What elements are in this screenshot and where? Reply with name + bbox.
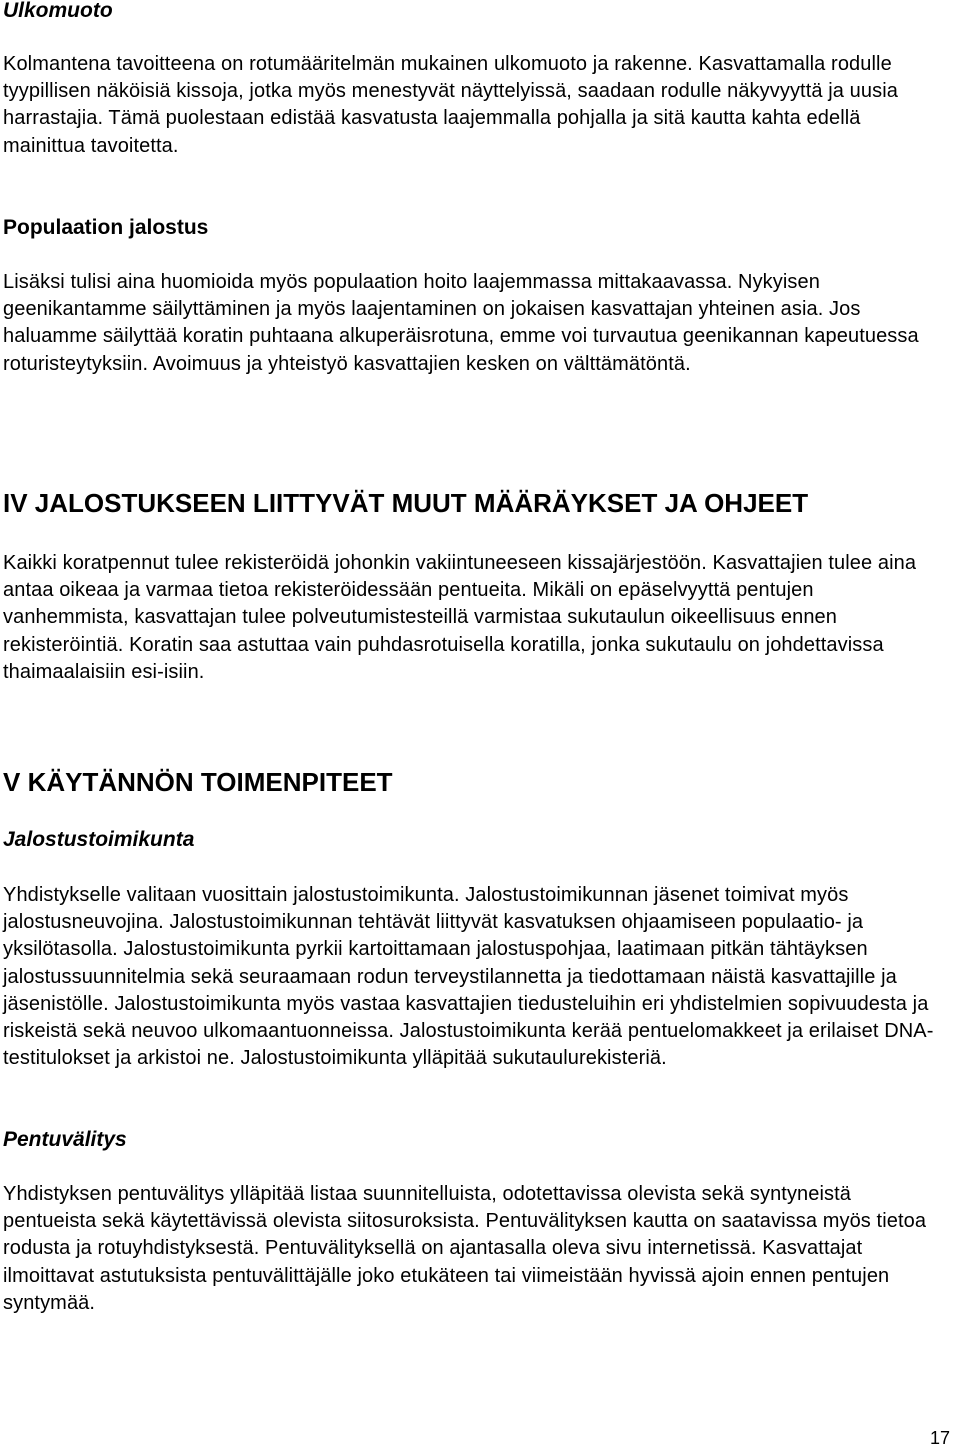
- paragraph-jalostustoimikunta: Yhdistykselle valitaan vuosittain jalostustoimikunta. Jalostustoimikunnan jäsenet toimivat myös jalostusneuvojina. Jalostustoimikunnan tehtävät liittyvät kasvatuksen ohjaamiseen populaatio- ja yksilötasolla. Jalostustoimikunta pyrkii kartoittamaan jalostuspohjaa, laatimaan pitkän tähtäyksen jalostussuunnitelmia sekä seuraamaan rodun terveystilannetta ja tiedottamaan näistä kasvattajille ja jäsenistölle. Jalostustoimikunta myös vastaa kasvattajien tiedusteluihin eri yhdistelmien sopivuudesta ja riskeistä sekä neuvoo ulkomaantuonneissa. Jalostustoimikunta kerää pentuelomakkeet ja erilaiset DNA-testitulokset ja arkistoi ne. Jalostustoimikunta ylläpitää sukutaulurekisteriä.: [3, 884, 934, 1070]
- paragraph-iv: Kaikki koratpennut tulee rekisteröidä johonkin vakiintuneeseen kissajärjestöön. Kasvattajien tulee aina antaa oikeaa ja varmaa tietoa rekisteröidessään pentueita. Mikäli on epäselvyyttä pentujen vanhemmista, kasvattajan tulee polveutumistesteillä varmistaa sukutaulun oikeellisuus ennen rekisteröintiä. Koratin saa astuttaa vain puhdasrotuisella koratilla, jonka sukutaulu on johdettavissa thaimaalaisiin esi-isiin.: [3, 552, 917, 683]
- chapter-heading-v: V KÄYTÄNNÖN TOIMENPITEET: [3, 767, 393, 797]
- section-heading-ulkomuoto: Ulkomuoto: [3, 0, 113, 22]
- chapter-heading-iv: IV JALOSTUKSEEN LIITTYVÄT MUUT MÄÄRÄYKSET JA OHJEET: [3, 488, 809, 518]
- section-heading-pentuvalitys: Pentuvälitys: [3, 1128, 127, 1151]
- paragraph-pentuvalitys: Yhdistyksen pentuvälitys ylläpitää listaa suunnitelluista, odotettavissa olevista sekä syntyneistä pentueista sekä käytettävissä olevista siitosuroksista. Pentuvälityksen kautta on saatavissa myös tietoa rodusta ja rotuyhdistyksestä. Pentuvälityksellä on ajantasalla oleva sivu internetissä. Kasvattajat ilmoittavat astutuksista pentuvälittäjälle joko etukäteen tai viimeistään hyvissä ajoin ennen pentujen syntymää.: [3, 1183, 927, 1314]
- section-heading-jalostustoimikunta: Jalostustoimikunta: [3, 828, 195, 851]
- paragraph-populaation-jalostus: Lisäksi tulisi aina huomioida myös populaation hoito laajemmassa mittakaavassa. Nykyisen geenikantamme säilyttäminen ja myös laajentaminen on jokaisen kasvattajan yhteinen asia. Jos haluamme säilyttää koratin puhtaana alkuperäisrotuna, emme voi turvautua geenikannan kapeutuessa roturisteytyksiin. Avoimuus ja yhteistyö kasvattajien kesken on välttämätöntä.: [3, 271, 919, 375]
- section-heading-populaation-jalostus: Populaation jalostus: [3, 216, 209, 239]
- paragraph-ulkomuoto: Kolmantena tavoitteena on rotumääritelmän mukainen ulkomuoto ja rakenne. Kasvattamalla rodulle tyypillisen näköisiä kissoja, jotka myös menestyvät näyttelyissä, saadaan rodulle näkyvyyttä ja uusia harrastajia. Tämä puolestaan edistää kasvatusta laajemmalla pohjalla ja sitä kautta kahta edellä mainittua tavoitetta.: [3, 53, 898, 157]
- page-number: 17: [929, 1428, 950, 1448]
